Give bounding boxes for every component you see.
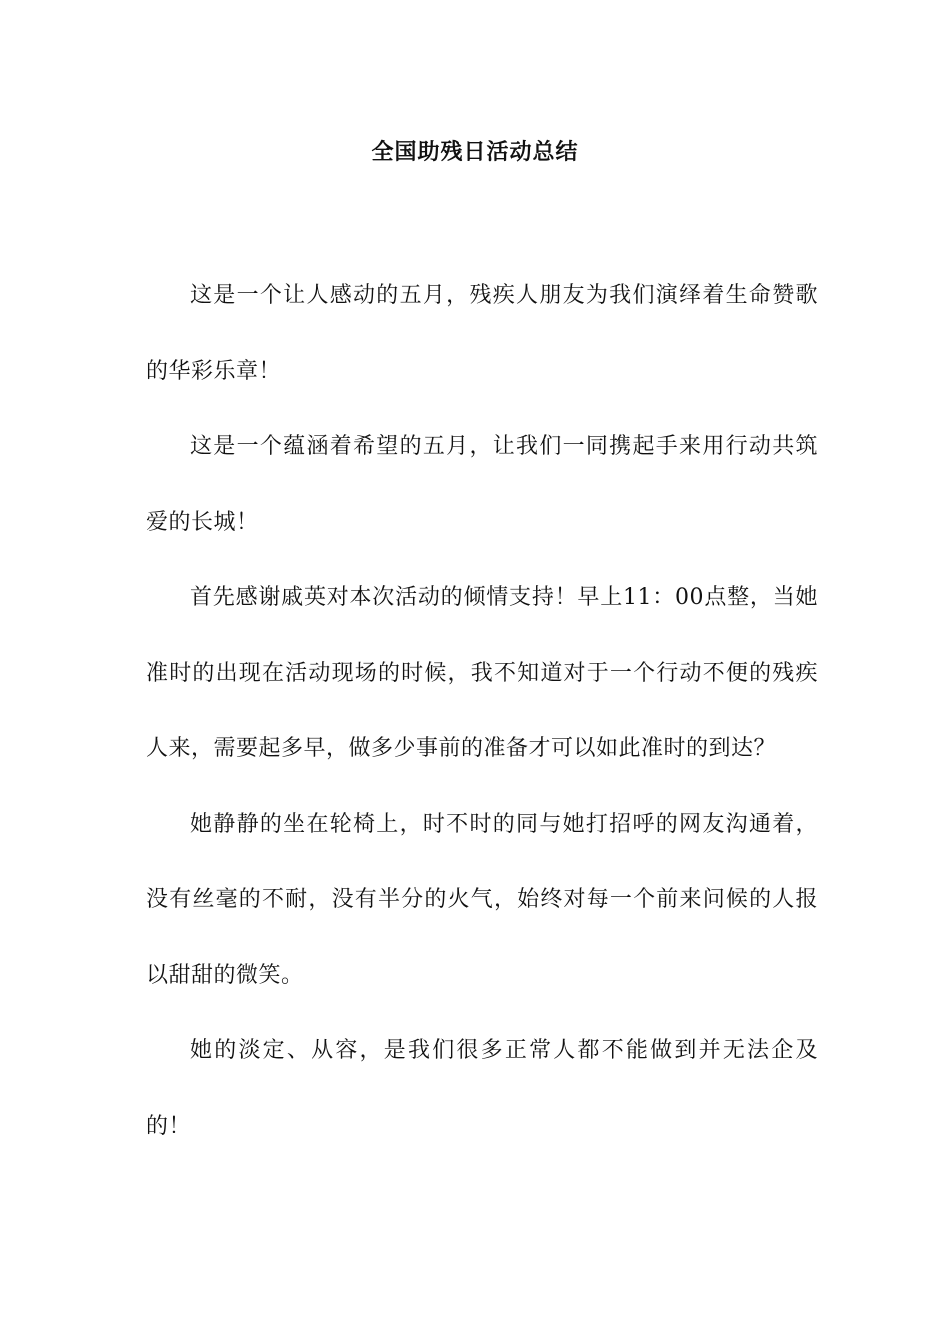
document-title: 全国助残日活动总结 (371, 139, 579, 165)
paragraph-4: 她静静的坐在轮椅上，时不时的同与她打招呼的网友沟通着，没有丝毫的不耐，没有半分的火气，始终对每一个前来问候的人报以甜甜的微笑。 (146, 811, 818, 988)
paragraph-2: 这是一个蕴涵着希望的五月，让我们一同携起手来用行动共筑爱的长城！ (146, 434, 818, 535)
document-body (146, 258, 818, 1164)
paragraph-3: 首先感谢戚英对本次活动的倾情支持！早上11：00点整，当她准时的出现在活动现场的时候，我不知道对于一个行动不便的残疾人来，需要起多早，做多少事前的准备才可以如此准时的到达？ (146, 585, 818, 761)
paragraph-5: 她的淡定、从容，是我们很多正常人都不能做到并无法企及的！ (146, 1038, 818, 1139)
paragraph-1: 这是一个让人感动的五月，残疾人朋友为我们演绎着生命赞歌的华彩乐章！ (146, 283, 818, 384)
